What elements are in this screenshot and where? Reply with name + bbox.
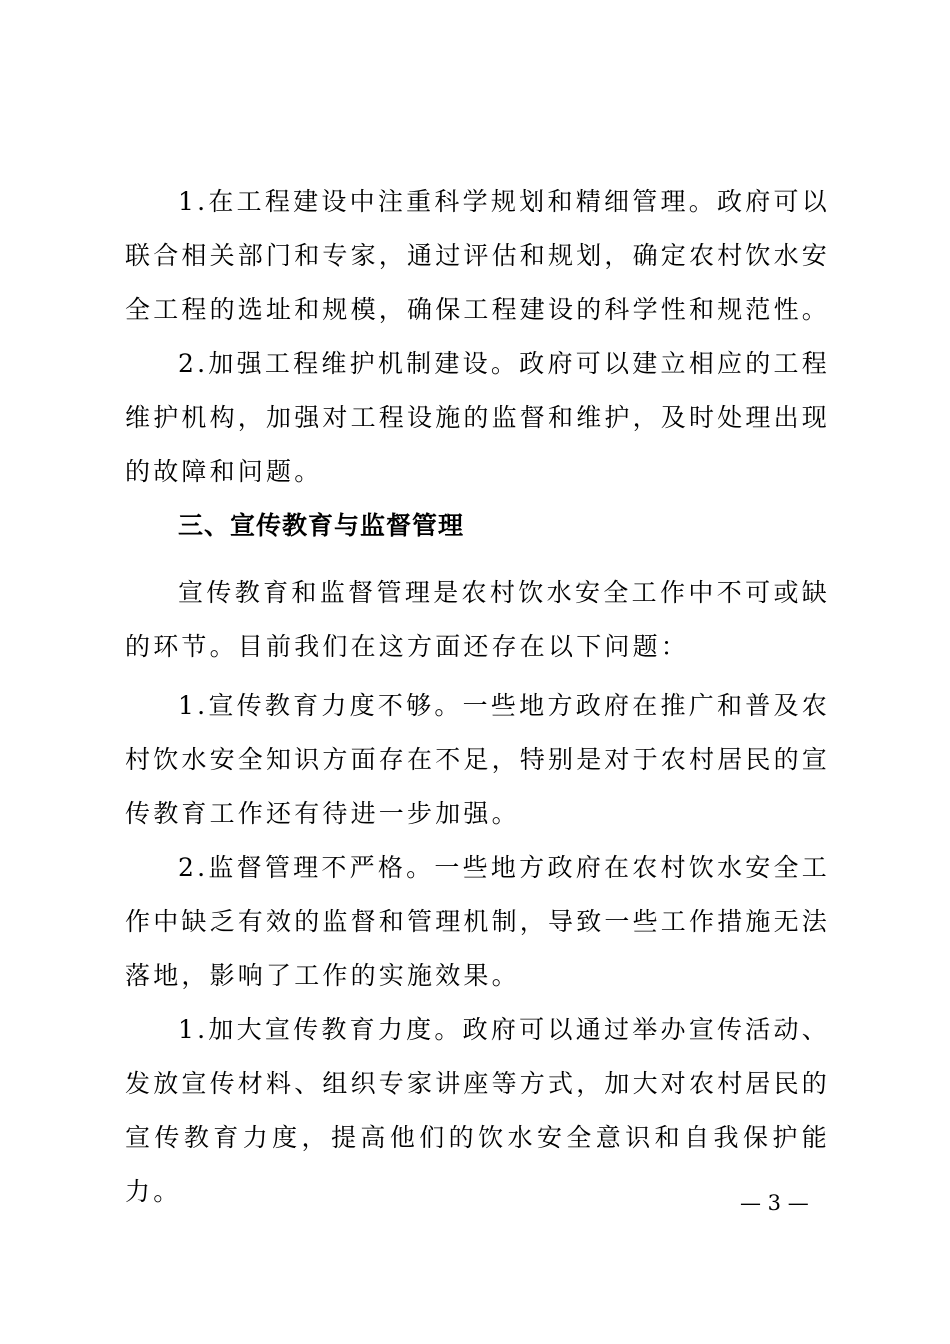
paragraph-increase-publicity: 1.加大宣传教育力度。政府可以通过举办宣传活动、发放宣传材料、组织专家讲座等方式，加大对农村居民的宣传教育力度，提高他们的饮水安全意识和自我保护能力。 bbox=[125, 1015, 831, 1206]
section-heading: 三、宣传教育与监督管理 bbox=[178, 511, 465, 540]
paragraph-section-intro: 宣传教育和监督管理是农村饮水安全工作中不可或缺的环节。目前我们在这方面还存在以下问题： bbox=[125, 578, 830, 661]
page-number: — 3 — bbox=[740, 1191, 809, 1215]
paragraph-publicity-insufficient: 1.宣传教育力度不够。一些地方政府在推广和普及农村饮水安全知识方面存在不足，特别是对于农村居民的宣传教育工作还有待进一步加强。 bbox=[125, 691, 831, 828]
paragraph-maintenance-mechanism: 2.加强工程维护机制建设。政府可以建立相应的工程维护机构，加强对工程设施的监督和维护，及时处理出现的故障和问题。 bbox=[125, 349, 831, 486]
paragraph-engineering-planning: 1.在工程建设中注重科学规划和精细管理。政府可以联合相关部门和专家，通过评估和规划，确定农村饮水安全工程的选址和规模，确保工程建设的科学性和规范性。 bbox=[125, 187, 831, 324]
paragraph-supervision-lax: 2.监督管理不严格。一些地方政府在农村饮水安全工作中缺乏有效的监督和管理机制，导致一些工作措施无法落地，影响了工作的实施效果。 bbox=[125, 853, 831, 990]
